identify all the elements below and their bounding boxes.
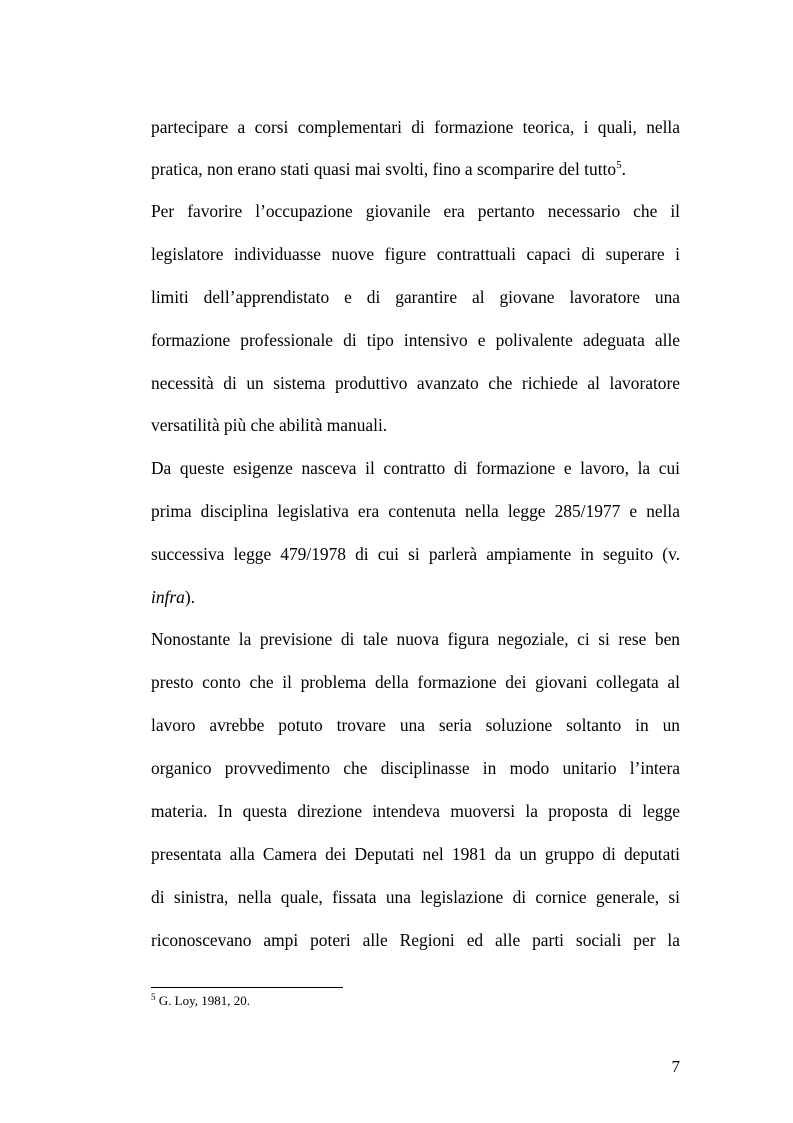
text-line: partecipare a corsi complementari di formazione teorica, i quali, nella [151, 117, 680, 137]
text-line: presentata alla Camera dei Deputati nel 1981 da un gruppo di deputati [151, 844, 680, 864]
text-line [151, 158, 680, 180]
footnote-text: G. Loy, 1981, 20. [155, 993, 250, 1008]
text-line: Per favorire l’occupazione giovanile era pertanto necessario che il [151, 201, 680, 221]
text-segment: pratica, non erano stati quasi mai svolti, fino a scomparire del tutto [151, 159, 617, 179]
text-line: prima disciplina legislativa era contenuta nella legge 285/1977 e nella [151, 501, 680, 521]
text-line: legislatore individuasse nuove figure contrattuali capaci di superare i [151, 244, 680, 264]
text-line: organico provvedimento che disciplinasse in modo unitario l’intera [151, 758, 680, 778]
text-segment: . [621, 159, 626, 179]
text-line: lavoro avrebbe potuto trovare una seria soluzione soltanto in un [151, 715, 680, 735]
footnote [151, 992, 250, 1010]
text-line: riconoscevano ampi poteri alle Regioni ed alle parti sociali per la [151, 930, 680, 950]
text-line: Da queste esigenze nasceva il contratto di formazione e lavoro, la cui [151, 458, 680, 478]
footnote-mark: 5 [151, 992, 156, 1002]
italic-text: infra [151, 587, 185, 607]
footnote-separator [151, 987, 343, 988]
text-line [151, 586, 680, 608]
footnote-reference[interactable]: 5 [616, 159, 622, 171]
text-line: materia. In questa direzione intendeva muoversi la proposta di legge [151, 801, 680, 821]
text-line: formazione professionale di tipo intensivo e polivalente adeguata alle [151, 330, 680, 350]
text-line: presto conto che il problema della formazione dei giovani collegata al [151, 672, 680, 692]
text-line: necessità di un sistema produttivo avanzato che richiede al lavoratore [151, 373, 680, 393]
page-number: 7 [671, 1057, 680, 1076]
text-line: Nonostante la previsione di tale nuova figura negoziale, ci si rese ben [151, 629, 680, 649]
text-line: successiva legge 479/1978 di cui si parlerà ampiamente in seguito (v. [151, 544, 680, 564]
text-line: di sinistra, nella quale, fissata una legislazione di cornice generale, si [151, 887, 680, 907]
text-line: versatilità più che abilità manuali. [151, 415, 388, 435]
text-line: limiti dell’apprendistato e di garantire al giovane lavoratore una [151, 287, 680, 307]
text-segment: ). [184, 587, 195, 607]
